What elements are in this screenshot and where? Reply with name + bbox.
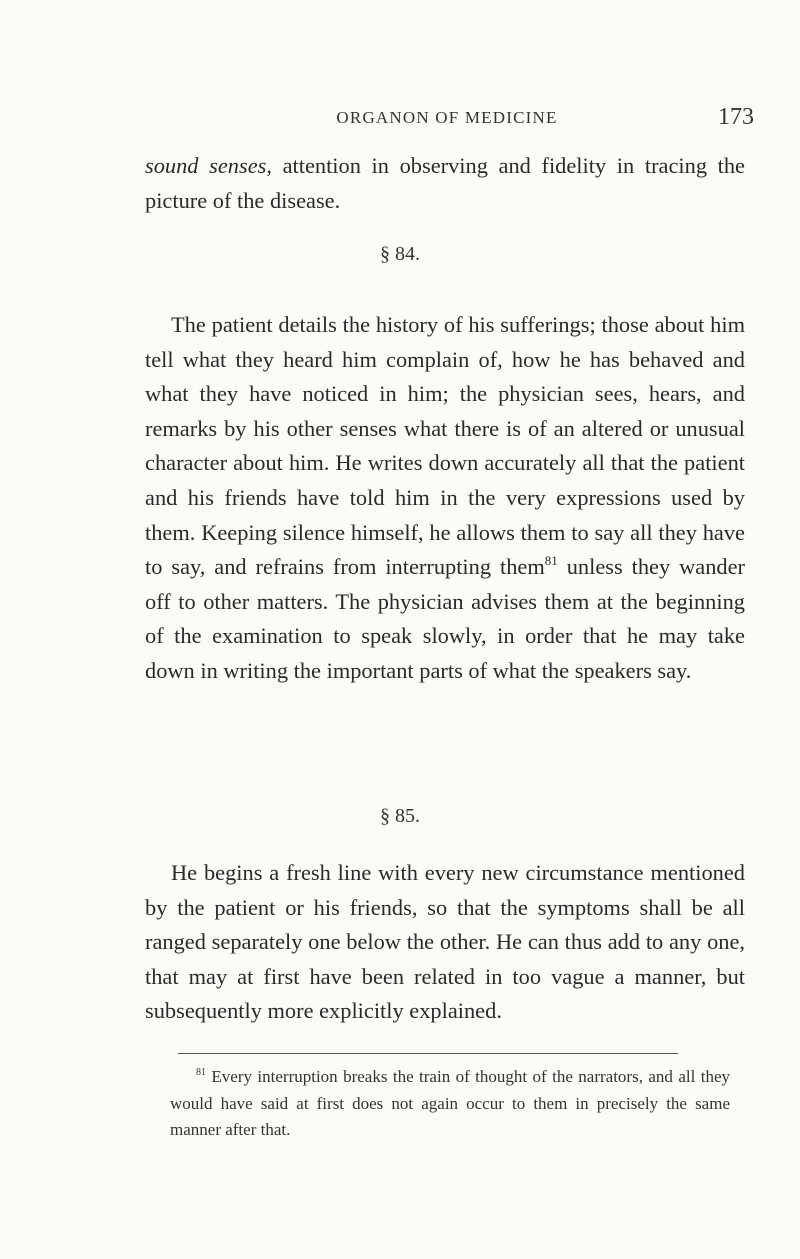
page-header bbox=[140, 104, 754, 138]
footnote bbox=[170, 1064, 730, 1144]
page-number: 173 bbox=[718, 104, 754, 130]
italic-phrase: sound senses, bbox=[145, 153, 272, 178]
paragraph-section-85: He begins a fresh line with every new circumstance mentioned by the patient or his friends, so that the symptoms shall be all ranged separately one below the other. He can thus add to any one, that may at first have been related in too vague a manner, but subsequently more explicitly explained. bbox=[145, 860, 745, 1024]
paragraph-text: The patient details the history of his sufferings; those about him tell what they heard him complain of, how he has behaved and what they have noticed in him; the physician sees, hears, and remarks by his other senses what there is of an altered or unusual character about him. He writes down accurately all that the patient and his friends have told him in the very expressions used by them. Keeping silence himself, he allows them to say all they have to say, and refrains from interrupting them bbox=[145, 312, 745, 580]
paragraph-text: attention in observing and fidelity in tracing the picture of the disease. bbox=[145, 153, 745, 213]
footnote-text: Every interruption breaks the train of thought of the narrators, and all they would have said at first does not again occur to them in precisely the same manner after that. bbox=[170, 1067, 730, 1139]
footnote-marker: 81 bbox=[196, 1067, 206, 1078]
footnote-divider bbox=[178, 1053, 678, 1054]
section-heading-84: § 84. bbox=[380, 243, 420, 265]
running-head: ORGANON OF MEDICINE bbox=[336, 108, 558, 127]
section-heading-85: § 85. bbox=[380, 805, 420, 827]
paragraph-text: unless they wander off to other matters. The physician advises them at the beginning of the examination to speak slowly, in order that he may take down in writing the important parts of what the speakers say. bbox=[145, 554, 746, 683]
paragraph-continuation bbox=[145, 149, 745, 218]
paragraph-section-84 bbox=[145, 308, 745, 689]
footnote-reference: 81 bbox=[544, 553, 558, 569]
